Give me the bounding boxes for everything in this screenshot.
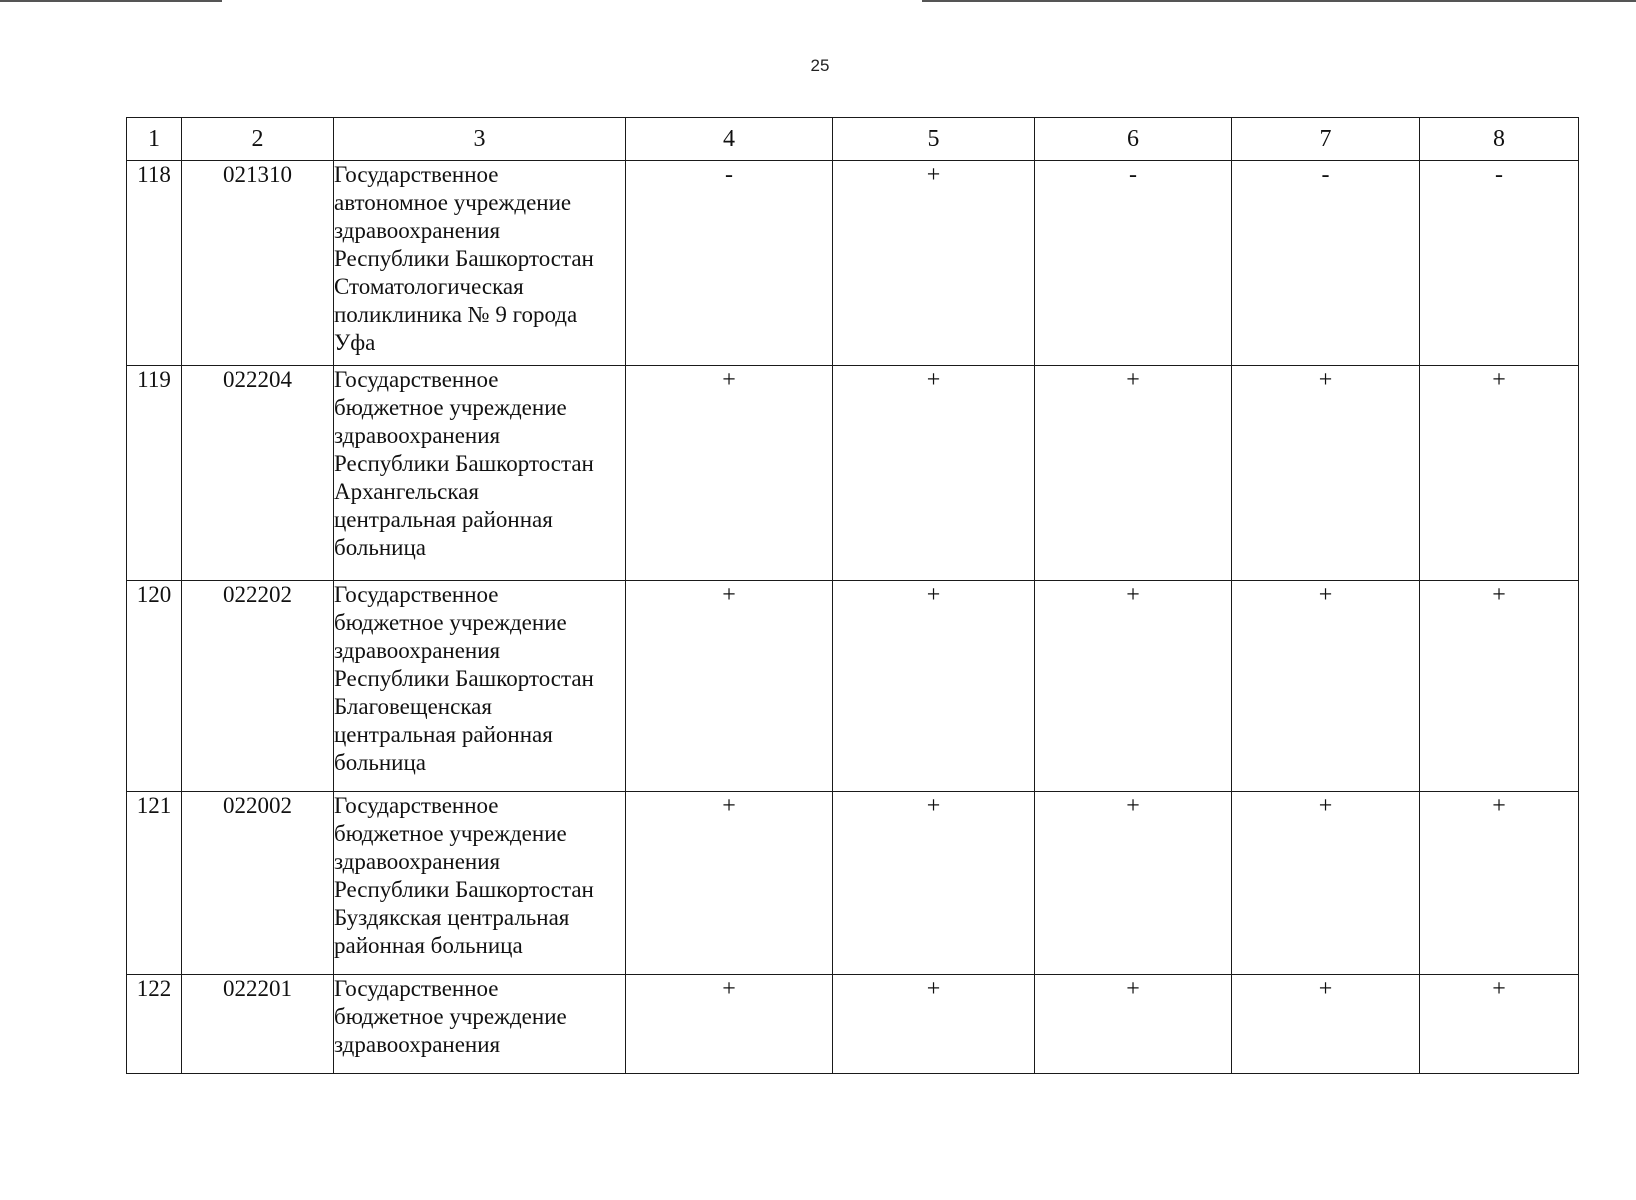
row-code: 022201 — [182, 975, 334, 1074]
row-number: 121 — [127, 792, 182, 975]
mark-col-6: - — [1035, 161, 1232, 366]
row-institution-name — [334, 366, 626, 581]
name-line: здравоохранения — [334, 1032, 501, 1057]
name-line: Государственное — [334, 793, 499, 818]
mark-col-5: + — [833, 975, 1035, 1074]
mark-col-4: + — [626, 975, 833, 1074]
table-row — [127, 975, 1579, 1074]
table-row — [127, 581, 1579, 792]
mark-col-4: + — [626, 792, 833, 975]
name-line: бюджетное учреждение — [334, 1004, 567, 1029]
mark-col-4: + — [626, 581, 833, 792]
table-header-row — [127, 118, 1579, 161]
name-line: Государственное — [334, 367, 499, 392]
name-line: районная больница — [334, 933, 523, 958]
header-col-7: 7 — [1232, 118, 1420, 161]
name-line: Республики Башкортостан — [334, 451, 594, 476]
name-line: Государственное — [334, 162, 499, 187]
row-institution-name — [334, 792, 626, 975]
mark-col-8: - — [1420, 161, 1579, 366]
table-row — [127, 366, 1579, 581]
header-col-6: 6 — [1035, 118, 1232, 161]
header-col-5: 5 — [833, 118, 1035, 161]
page-number: 25 — [810, 56, 830, 75]
header-col-3: 3 — [334, 118, 626, 161]
mark-col-5: + — [833, 581, 1035, 792]
name-line: бюджетное учреждение — [334, 610, 567, 635]
name-line: Государственное — [334, 582, 499, 607]
name-line: поликлиника № 9 города — [334, 302, 578, 327]
row-code: 022002 — [182, 792, 334, 975]
name-line: Архангельская — [334, 479, 479, 504]
name-line: бюджетное учреждение — [334, 821, 567, 846]
mark-col-6: + — [1035, 366, 1232, 581]
mark-col-7: + — [1232, 581, 1420, 792]
header-col-4: 4 — [626, 118, 833, 161]
name-line: здравоохранения — [334, 849, 501, 874]
mark-col-5: + — [833, 792, 1035, 975]
name-line: больница — [334, 535, 426, 560]
row-code: 022204 — [182, 366, 334, 581]
name-line: центральная районная — [334, 722, 553, 747]
row-code: 021310 — [182, 161, 334, 366]
row-code: 022202 — [182, 581, 334, 792]
row-institution-name — [334, 975, 626, 1074]
name-line: Республики Башкортостан — [334, 666, 594, 691]
row-number: 118 — [127, 161, 182, 366]
name-line: здравоохранения — [334, 423, 501, 448]
name-line: здравоохранения — [334, 638, 501, 663]
mark-col-8: + — [1420, 581, 1579, 792]
table-row — [127, 792, 1579, 975]
row-institution-name — [334, 161, 626, 366]
row-number: 119 — [127, 366, 182, 581]
name-line: больница — [334, 750, 426, 775]
name-line: бюджетное учреждение — [334, 395, 567, 420]
name-line: автономное учреждение — [334, 190, 572, 215]
mark-col-4: + — [626, 366, 833, 581]
mark-col-5: + — [833, 366, 1035, 581]
name-line: Государственное — [334, 976, 499, 1001]
name-line: Республики Башкортостан — [334, 877, 594, 902]
header-col-2: 2 — [182, 118, 334, 161]
name-line: Республики Башкортостан — [334, 246, 594, 271]
header-col-8: 8 — [1420, 118, 1579, 161]
name-line: Стоматологическая — [334, 274, 524, 299]
scan-edge-line-left — [0, 0, 222, 2]
mark-col-4: - — [626, 161, 833, 366]
name-line: Уфа — [334, 330, 376, 355]
mark-col-8: + — [1420, 366, 1579, 581]
mark-col-8: + — [1420, 792, 1579, 975]
name-line: Буздякская центральная — [334, 905, 570, 930]
mark-col-6: + — [1035, 581, 1232, 792]
header-col-1: 1 — [127, 118, 182, 161]
registry-table — [126, 117, 1579, 1074]
row-number: 120 — [127, 581, 182, 792]
scan-edge-line-right — [922, 0, 1636, 2]
mark-col-6: + — [1035, 792, 1232, 975]
mark-col-7: + — [1232, 366, 1420, 581]
mark-col-7: - — [1232, 161, 1420, 366]
name-line: центральная районная — [334, 507, 553, 532]
mark-col-7: + — [1232, 975, 1420, 1074]
mark-col-7: + — [1232, 792, 1420, 975]
mark-col-6: + — [1035, 975, 1232, 1074]
mark-col-8: + — [1420, 975, 1579, 1074]
table-row — [127, 161, 1579, 366]
name-line: Благовещенская — [334, 694, 492, 719]
mark-col-5: + — [833, 161, 1035, 366]
row-institution-name — [334, 581, 626, 792]
row-number: 122 — [127, 975, 182, 1074]
name-line: здравоохранения — [334, 218, 501, 243]
